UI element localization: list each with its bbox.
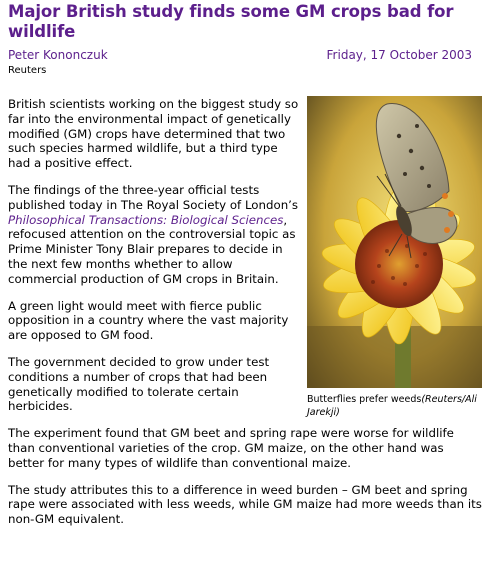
article-body-bottom [8,426,482,527]
source-agency: Reuters [8,65,47,76]
paragraph-3: A green light would meet with fierce public opposition in a country where the vast majority are opposed to GM food. [8,298,289,343]
journal-name: Philosophical Transactions: Biological Sciences [8,212,284,227]
author-name: Peter Kononczuk [8,48,108,62]
butterfly-flower-photo [307,96,482,388]
paragraph-1: British scientists working on the biggest study so far into the environmental impact of genetically modified (GM) crops have determined that two such species harmed wildlife, but a third type had a positive effect. [8,97,299,171]
paragraph-6: The study attributes this to a difference in weed burden – GM beet and spring rape were associated with less weeds, while GM maize had more weeds than its non-GM equivalent. [8,482,482,527]
text-column [8,97,300,414]
paragraph-2-rest: , refocused attention on the controversial topic as Prime Minister Tony Blair prepares to decide in the next few months whether to allow commercial production of GM crops in Britain. [8,212,296,286]
article [8,0,482,539]
publish-date: Friday, 17 October 2003 [326,48,472,62]
photo-caption [307,394,482,419]
paragraph-4: The government decided to grow under test conditions a number of crops that had been genetically modified to tolerate certain herbicides. [8,354,270,414]
paragraph-2 [8,183,300,287]
paragraph-5: The experiment found that GM beet and spring rape were worse for wildlife than conventional varieties of the crop. GM maize, on the other hand was better for many types of wildlife than conventional maize. [8,426,454,470]
caption-text: Butterflies prefer weeds [307,394,422,405]
byline [8,47,482,64]
headline: Major British study finds some GM crops bad for wildlife [8,2,454,41]
photo-figure [307,96,482,419]
photo-credit: (Reuters/Ali Jarekji) [307,394,477,418]
article-body-top [8,97,482,418]
paragraph-2-lead: The findings of the three-year official tests published today in The Royal Society of London’s [8,182,299,212]
